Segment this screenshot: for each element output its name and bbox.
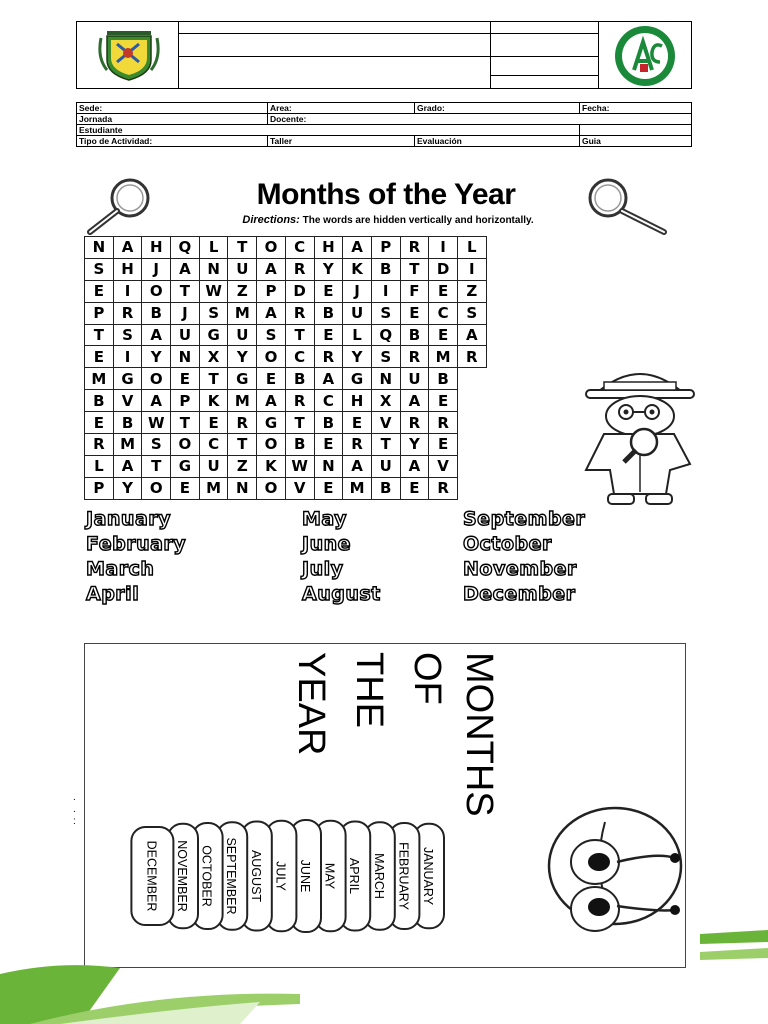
grid-cell: O: [257, 346, 286, 368]
grid-cell: E: [400, 302, 429, 324]
grid-cell: L: [457, 237, 486, 259]
grid-cell: A: [142, 324, 171, 346]
grid-cell: A: [113, 455, 142, 477]
grid-cell: T: [142, 455, 171, 477]
grid-cell: J: [142, 258, 171, 280]
grid-cell: U: [228, 258, 257, 280]
grid-cell: [457, 390, 486, 412]
grid-cell: T: [171, 412, 200, 434]
grid-cell: T: [285, 324, 314, 346]
grid-cell: R: [285, 258, 314, 280]
directions-text: The words are hidden vertically and horizontally.: [302, 215, 534, 226]
grid-cell: B: [113, 412, 142, 434]
grid-cell: R: [457, 346, 486, 368]
grid-cell: B: [85, 390, 114, 412]
grid-cell: W: [199, 280, 228, 302]
grid-cell: B: [142, 302, 171, 324]
word-list-item: March: [86, 558, 155, 580]
grid-cell: C: [285, 237, 314, 259]
school-crest-cell: [77, 22, 179, 88]
grid-cell: L: [343, 324, 372, 346]
detective-icon: [578, 360, 704, 508]
grid-cell: M: [343, 477, 372, 499]
magnifier-icon-left: [84, 176, 164, 236]
grid-cell: E: [429, 434, 458, 456]
grid-cell: T: [400, 258, 429, 280]
fecha-label: Fecha:: [580, 103, 692, 114]
grid-cell: K: [199, 390, 228, 412]
month-label: FEBRUARY: [396, 842, 411, 910]
word-list-item: May: [302, 508, 348, 530]
grid-cell: N: [85, 237, 114, 259]
grid-cell: Z: [228, 455, 257, 477]
grid-cell: E: [171, 368, 200, 390]
month-label: JANUARY: [421, 846, 435, 906]
grid-cell: E: [85, 280, 114, 302]
grid-cell: A: [343, 237, 372, 259]
grid-cell: D: [429, 258, 458, 280]
grid-cell: C: [314, 390, 343, 412]
word-list-item: June: [302, 533, 352, 555]
grid-cell: I: [457, 258, 486, 280]
grid-cell: A: [257, 258, 286, 280]
grid-cell: I: [371, 280, 400, 302]
grid-cell: Y: [314, 258, 343, 280]
area-label: Area:: [268, 103, 415, 114]
grid-cell: M: [85, 368, 114, 390]
grid-cell: A: [257, 302, 286, 324]
month-label: MARCH: [371, 853, 386, 899]
docente-label: Docente:: [268, 114, 692, 125]
grid-cell: U: [343, 302, 372, 324]
grid-cell: N: [199, 258, 228, 280]
month-label: AUGUST: [248, 849, 263, 903]
grid-cell: Y: [142, 346, 171, 368]
grid-cell: R: [343, 434, 372, 456]
evaluacion-label: Evaluación: [415, 136, 580, 147]
grid-cell: R: [113, 302, 142, 324]
caterpillar-panel: [84, 643, 686, 968]
grid-cell: T: [371, 434, 400, 456]
grid-cell: O: [257, 237, 286, 259]
grid-cell: E: [85, 346, 114, 368]
grid-cell: O: [142, 477, 171, 499]
month-label: DECEMBER: [144, 840, 159, 912]
grid-cell: A: [400, 390, 429, 412]
grid-cell: A: [171, 258, 200, 280]
school-crest-icon: [77, 22, 178, 88]
grid-cell: E: [429, 390, 458, 412]
grid-cell: L: [199, 237, 228, 259]
grid-cell: P: [85, 302, 114, 324]
grid-cell: Z: [228, 280, 257, 302]
taller-label: Taller: [268, 136, 415, 147]
grid-cell: G: [171, 455, 200, 477]
grid-cell: M: [113, 434, 142, 456]
grid-cell: R: [400, 237, 429, 259]
grid-cell: T: [228, 434, 257, 456]
grid-cell: O: [142, 368, 171, 390]
grid-cell: R: [85, 434, 114, 456]
grid-cell: Q: [371, 324, 400, 346]
grid-cell: R: [228, 412, 257, 434]
grado-label: Grado:: [415, 103, 580, 114]
institution-logo-cell: [598, 22, 692, 88]
grid-cell: N: [314, 455, 343, 477]
grid-cell: I: [113, 346, 142, 368]
grid-cell: V: [113, 390, 142, 412]
grid-cell: B: [371, 258, 400, 280]
grid-cell: E: [429, 280, 458, 302]
grid-cell: D: [285, 280, 314, 302]
magnifier-icon-right: [578, 176, 670, 236]
grid-cell: R: [429, 477, 458, 499]
margin-dots: . . :: [73, 792, 76, 827]
grid-cell: U: [371, 455, 400, 477]
caterpillar-title-line: OF: [406, 652, 448, 705]
jornada-label: Jornada: [77, 114, 268, 125]
grid-cell: S: [457, 302, 486, 324]
word-list-item: February: [86, 533, 187, 555]
grid-cell: W: [142, 412, 171, 434]
word-list-item: November: [463, 558, 577, 580]
grid-cell: E: [314, 280, 343, 302]
grid-cell: T: [199, 368, 228, 390]
month-label: OCTOBER: [199, 845, 214, 907]
grid-cell: E: [314, 477, 343, 499]
caterpillar-title-line: THE: [348, 652, 390, 728]
grid-cell: R: [400, 412, 429, 434]
grid-cell: A: [257, 390, 286, 412]
grid-cell: R: [285, 302, 314, 324]
header-code-cell: [490, 22, 599, 88]
grid-cell: I: [429, 237, 458, 259]
grid-cell: K: [257, 455, 286, 477]
grid-cell: E: [171, 477, 200, 499]
grid-cell: H: [314, 237, 343, 259]
grid-cell: C: [199, 434, 228, 456]
grid-cell: P: [85, 477, 114, 499]
grid-cell: N: [171, 346, 200, 368]
grid-cell: B: [285, 434, 314, 456]
tipo-actividad-label: Tipo de Actividad:: [77, 136, 268, 147]
grid-cell: P: [257, 280, 286, 302]
grid-cell: P: [371, 237, 400, 259]
grid-cell: E: [314, 434, 343, 456]
grid-cell: B: [371, 477, 400, 499]
grid-cell: V: [285, 477, 314, 499]
wordsearch-grid: [84, 236, 487, 500]
grid-cell: U: [228, 324, 257, 346]
grid-cell: V: [371, 412, 400, 434]
grid-cell: T: [171, 280, 200, 302]
header-title-cell: [178, 22, 491, 88]
month-label: NOVEMBER: [175, 840, 189, 912]
month-label: JUNE: [298, 859, 312, 893]
grid-cell: G: [257, 412, 286, 434]
grid-cell: F: [400, 280, 429, 302]
grid-cell: A: [314, 368, 343, 390]
grid-cell: S: [113, 324, 142, 346]
grid-cell: [457, 368, 486, 390]
grid-cell: B: [285, 368, 314, 390]
grid-cell: I: [113, 280, 142, 302]
document-header: [76, 21, 692, 89]
grid-cell: E: [257, 368, 286, 390]
estudiante-extra: [580, 125, 692, 136]
guia-label: Guia: [580, 136, 692, 147]
grid-cell: A: [457, 324, 486, 346]
grid-cell: Q: [171, 237, 200, 259]
grid-cell: U: [171, 324, 200, 346]
month-label: JULY: [273, 861, 288, 891]
grid-cell: A: [343, 455, 372, 477]
grid-cell: O: [257, 434, 286, 456]
grid-cell: L: [85, 455, 114, 477]
grid-cell: E: [343, 412, 372, 434]
grid-cell: S: [371, 302, 400, 324]
grid-cell: O: [142, 280, 171, 302]
grid-cell: B: [400, 324, 429, 346]
grid-cell: H: [113, 258, 142, 280]
grid-cell: Y: [228, 346, 257, 368]
grid-cell: C: [429, 302, 458, 324]
grid-cell: V: [429, 455, 458, 477]
grid-cell: G: [228, 368, 257, 390]
grid-cell: E: [85, 412, 114, 434]
grid-cell: R: [285, 390, 314, 412]
grid-cell: G: [343, 368, 372, 390]
grid-cell: Z: [457, 280, 486, 302]
caterpillar-title-line: YEAR: [290, 652, 332, 756]
grid-cell: J: [343, 280, 372, 302]
grid-cell: G: [113, 368, 142, 390]
grid-cell: J: [171, 302, 200, 324]
grid-cell: [457, 455, 486, 477]
grid-cell: M: [228, 390, 257, 412]
grid-cell: S: [371, 346, 400, 368]
word-list-item: January: [86, 508, 172, 530]
grid-cell: X: [371, 390, 400, 412]
word-list-item: April: [86, 583, 140, 605]
grid-cell: S: [257, 324, 286, 346]
grid-cell: O: [257, 477, 286, 499]
grid-cell: T: [285, 412, 314, 434]
grid-cell: E: [314, 324, 343, 346]
grid-cell: U: [400, 368, 429, 390]
grid-cell: B: [314, 302, 343, 324]
grid-cell: A: [142, 390, 171, 412]
student-info-table: [76, 102, 692, 147]
grid-cell: Y: [400, 434, 429, 456]
grid-cell: E: [199, 412, 228, 434]
grid-cell: N: [228, 477, 257, 499]
word-list-item: July: [302, 558, 344, 580]
grid-cell: E: [400, 477, 429, 499]
month-label: MAY: [322, 862, 337, 890]
grid-cell: [457, 412, 486, 434]
month-label: SEPTEMBER: [224, 837, 239, 915]
caterpillar-title-line: MONTHS: [458, 652, 500, 817]
grid-cell: S: [85, 258, 114, 280]
sede-label: Sede:: [77, 103, 268, 114]
grid-cell: G: [199, 324, 228, 346]
grid-cell: [457, 434, 486, 456]
word-list-item: October: [463, 533, 552, 555]
grid-cell: O: [171, 434, 200, 456]
grid-cell: U: [199, 455, 228, 477]
grid-cell: Y: [113, 477, 142, 499]
grid-cell: R: [314, 346, 343, 368]
grid-cell: A: [400, 455, 429, 477]
wordsearch-directions: [168, 214, 608, 226]
decorative-stripes: [0, 930, 768, 1024]
grid-cell: T: [228, 237, 257, 259]
grid-cell: M: [429, 346, 458, 368]
grid-cell: Y: [343, 346, 372, 368]
grid-cell: R: [400, 346, 429, 368]
grid-cell: H: [343, 390, 372, 412]
grid-cell: A: [113, 237, 142, 259]
grid-cell: W: [285, 455, 314, 477]
grid-cell: T: [85, 324, 114, 346]
grid-cell: B: [314, 412, 343, 434]
grid-cell: M: [228, 302, 257, 324]
grid-cell: S: [142, 434, 171, 456]
grid-cell: H: [142, 237, 171, 259]
grid-cell: C: [285, 346, 314, 368]
month-label: APRIL: [347, 857, 362, 895]
institution-logo-icon: [598, 22, 692, 88]
word-list-item: December: [463, 583, 576, 605]
grid-cell: E: [429, 324, 458, 346]
grid-cell: X: [199, 346, 228, 368]
grid-cell: B: [429, 368, 458, 390]
grid-cell: M: [199, 477, 228, 499]
grid-cell: R: [429, 412, 458, 434]
wordsearch-title: Months of the Year: [256, 178, 516, 211]
grid-cell: K: [343, 258, 372, 280]
grid-cell: S: [199, 302, 228, 324]
word-list-item: September: [463, 508, 586, 530]
estudiante-label: Estudiante: [77, 125, 580, 136]
grid-cell: [457, 477, 486, 499]
grid-cell: P: [171, 390, 200, 412]
grid-cell: N: [371, 368, 400, 390]
directions-label: Directions:: [242, 214, 300, 226]
word-list-item: August: [302, 583, 381, 605]
